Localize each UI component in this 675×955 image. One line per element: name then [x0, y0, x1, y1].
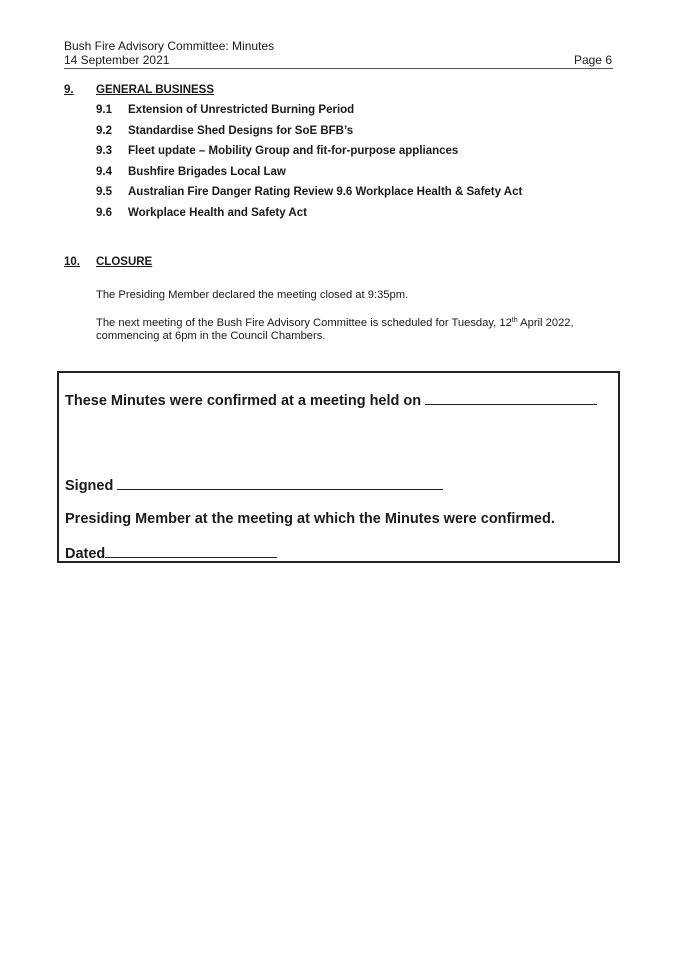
next-meeting-text-end: April 2022, commencing at 6pm in the Council Chambers.: [96, 317, 574, 342]
presiding-member-text: Presiding Member at the meeting at which the Minutes were confirmed.: [65, 511, 555, 527]
confirmed-label: These Minutes were confirmed at a meeting held on: [65, 393, 422, 409]
section-number: 9.: [64, 84, 74, 96]
item-number: 9.2: [96, 124, 112, 137]
document-title: Bush Fire Advisory Committee: Minutes: [64, 39, 275, 53]
item-title: Extension of Unrestricted Burning Period: [128, 104, 355, 116]
item-title: Fleet update – Mobility Group and fit-for-purpose appliances: [128, 145, 459, 158]
next-meeting-text-start: The next meeting of the Bush Fire Advisory Committee is scheduled for Tuesday, 12: [96, 317, 512, 329]
confirmation-box: [57, 371, 620, 563]
section-number: 10.: [64, 256, 80, 268]
dated-label: Dated: [65, 546, 106, 562]
meeting-date: 14 September 2021: [64, 53, 170, 67]
page-header: [64, 39, 612, 67]
section-title: CLOSURE: [96, 256, 153, 268]
item-number: 9.5: [96, 186, 112, 199]
item-title: Australian Fire Danger Rating Review 9.6 Workplace Health & Safety Act: [128, 186, 523, 199]
item-number: 9.6: [96, 206, 112, 219]
confirmed-line: [65, 391, 597, 410]
signed-line: [65, 476, 443, 495]
item-number: 9.1: [96, 104, 112, 116]
header-divider: [64, 68, 613, 69]
item-number: 9.3: [96, 145, 112, 158]
next-meeting-statement: [96, 317, 616, 343]
ordinal-suffix: th: [511, 317, 518, 324]
confirmed-date-blank[interactable]: [425, 391, 597, 405]
item-title: Bushfire Brigades Local Law: [128, 165, 286, 178]
page-number: Page 6: [573, 53, 612, 67]
item-number: 9.4: [96, 165, 112, 178]
section-title: GENERAL BUSINESS: [96, 84, 215, 96]
dated-line: [65, 544, 277, 563]
closure-statement: The Presiding Member declared the meeting closed at 9:35pm.: [96, 289, 409, 301]
item-title: Workplace Health and Safety Act: [128, 206, 307, 219]
signed-label: Signed: [65, 478, 114, 494]
signature-blank[interactable]: [117, 476, 443, 490]
dated-blank[interactable]: [105, 544, 277, 558]
header-row: [64, 53, 612, 67]
item-title: Standardise Shed Designs for SoE BFB’s: [128, 124, 354, 137]
